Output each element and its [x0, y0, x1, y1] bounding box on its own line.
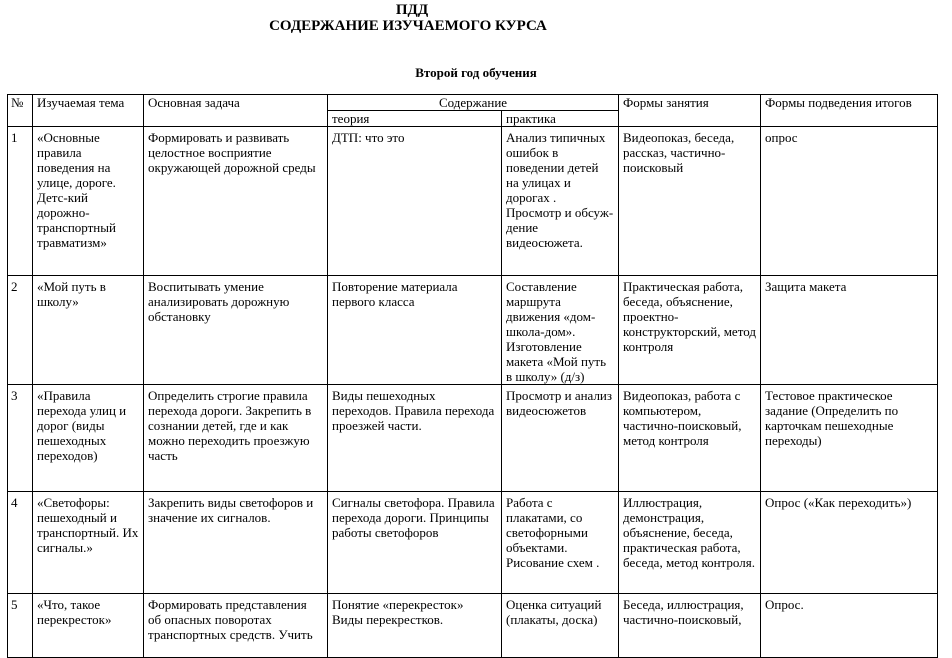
header-results: Формы подведения итогов [761, 95, 938, 127]
row-topic: «Что, такое перекресток» [33, 594, 144, 658]
row-practice: Анализ типичных ошибок в поведении детей на улицах и дорогах . Просмотр и обсуж-дение видеосюжета. [502, 127, 619, 276]
row-practice: Составление маршрута движения «дом-школа-дом». Изготовление макета «Мой путь в школу» (д/з) [502, 276, 619, 385]
table-row [8, 127, 938, 276]
row-results: Опрос. [761, 594, 938, 658]
row-forms: Беседа, иллюстрация, частично-поисковый, [619, 594, 761, 658]
document-title-line2: СОДЕРЖАНИЕ ИЗУЧАЕМОГО КУРСА [269, 18, 547, 34]
curriculum-table [7, 94, 938, 658]
row-topic: «Мой путь в школу» [33, 276, 144, 385]
row-number: 2 [8, 276, 33, 385]
row-forms: Практическая работа, беседа, объяснение, проектно-конструкторский, метод контроля [619, 276, 761, 385]
row-results: Тестовое практическое задание (Определить по карточкам пешеходные переходы) [761, 385, 938, 492]
row-forms: Видеопоказ, беседа, рассказ, частично-поисковый [619, 127, 761, 276]
row-number: 4 [8, 492, 33, 594]
header-forms: Формы занятия [619, 95, 761, 127]
header-task: Основная задача [144, 95, 328, 127]
curriculum-table-container [7, 94, 912, 642]
row-number: 3 [8, 385, 33, 492]
row-number: 1 [8, 127, 33, 276]
row-task: Формировать представления об опасных поворотах транспортных средств. Учить [144, 594, 328, 658]
row-practice: Оценка ситуаций (плакаты, доска) [502, 594, 619, 658]
row-task: Закрепить виды светофоров и значение их сигналов. [144, 492, 328, 594]
row-practice: Просмотр и анализ видеосюжетов [502, 385, 619, 492]
row-task: Формировать и развивать целостное восприятие окружающей дорожной среды [144, 127, 328, 276]
header-theory: теория [328, 111, 502, 127]
row-task: Воспитывать умение анализировать дорожную обстановку [144, 276, 328, 385]
header-topic: Изучаемая тема [33, 95, 144, 127]
table-row [8, 385, 938, 492]
header-number: № [8, 95, 33, 127]
row-theory: Виды пешеходных переходов. Правила перехода проезжей части. [328, 385, 502, 492]
row-practice: Работа с плакатами, со светофорными объектами. Рисование схем . [502, 492, 619, 594]
row-topic: «Основные правила поведения на улице, дороге. Детс-кий дорожно-транспортный травматизм» [33, 127, 144, 276]
row-forms: Видеопоказ, работа с компьютером, частично-поисковый, метод контроля [619, 385, 761, 492]
row-theory: Сигналы светофора. Правила перехода дороги. Принципы работы светофоров [328, 492, 502, 594]
row-results: Защита макета [761, 276, 938, 385]
row-theory: ДТП: что это [328, 127, 502, 276]
table-row [8, 492, 938, 594]
table-row [8, 594, 938, 658]
row-theory: Повторение материала первого класса [328, 276, 502, 385]
header-content: Содержание [328, 95, 619, 111]
row-task: Определить строгие правила перехода дороги. Закрепить в сознании детей, где и как можно переходить проезжую часть [144, 385, 328, 492]
row-results: опрос [761, 127, 938, 276]
row-theory: Понятие «перекресток» Виды перекрестков. [328, 594, 502, 658]
row-number: 5 [8, 594, 33, 658]
table-header-row [8, 95, 938, 111]
row-forms: Иллюстрация, демонстрация, объяснение, беседа, практическая работа, беседа, метод контроля. [619, 492, 761, 594]
table-row [8, 276, 938, 385]
document-title-line1: ПДД [395, 2, 429, 18]
header-practice: практика [502, 111, 619, 127]
row-results: Опрос («Как переходить») [761, 492, 938, 594]
document-subtitle: Второй год обучения [415, 65, 537, 80]
row-topic: «Светофоры: пешеходный и транспортный. Их сигналы.» [33, 492, 144, 594]
row-topic: «Правила перехода улиц и дорог (виды пешеходных переходов) [33, 385, 144, 492]
